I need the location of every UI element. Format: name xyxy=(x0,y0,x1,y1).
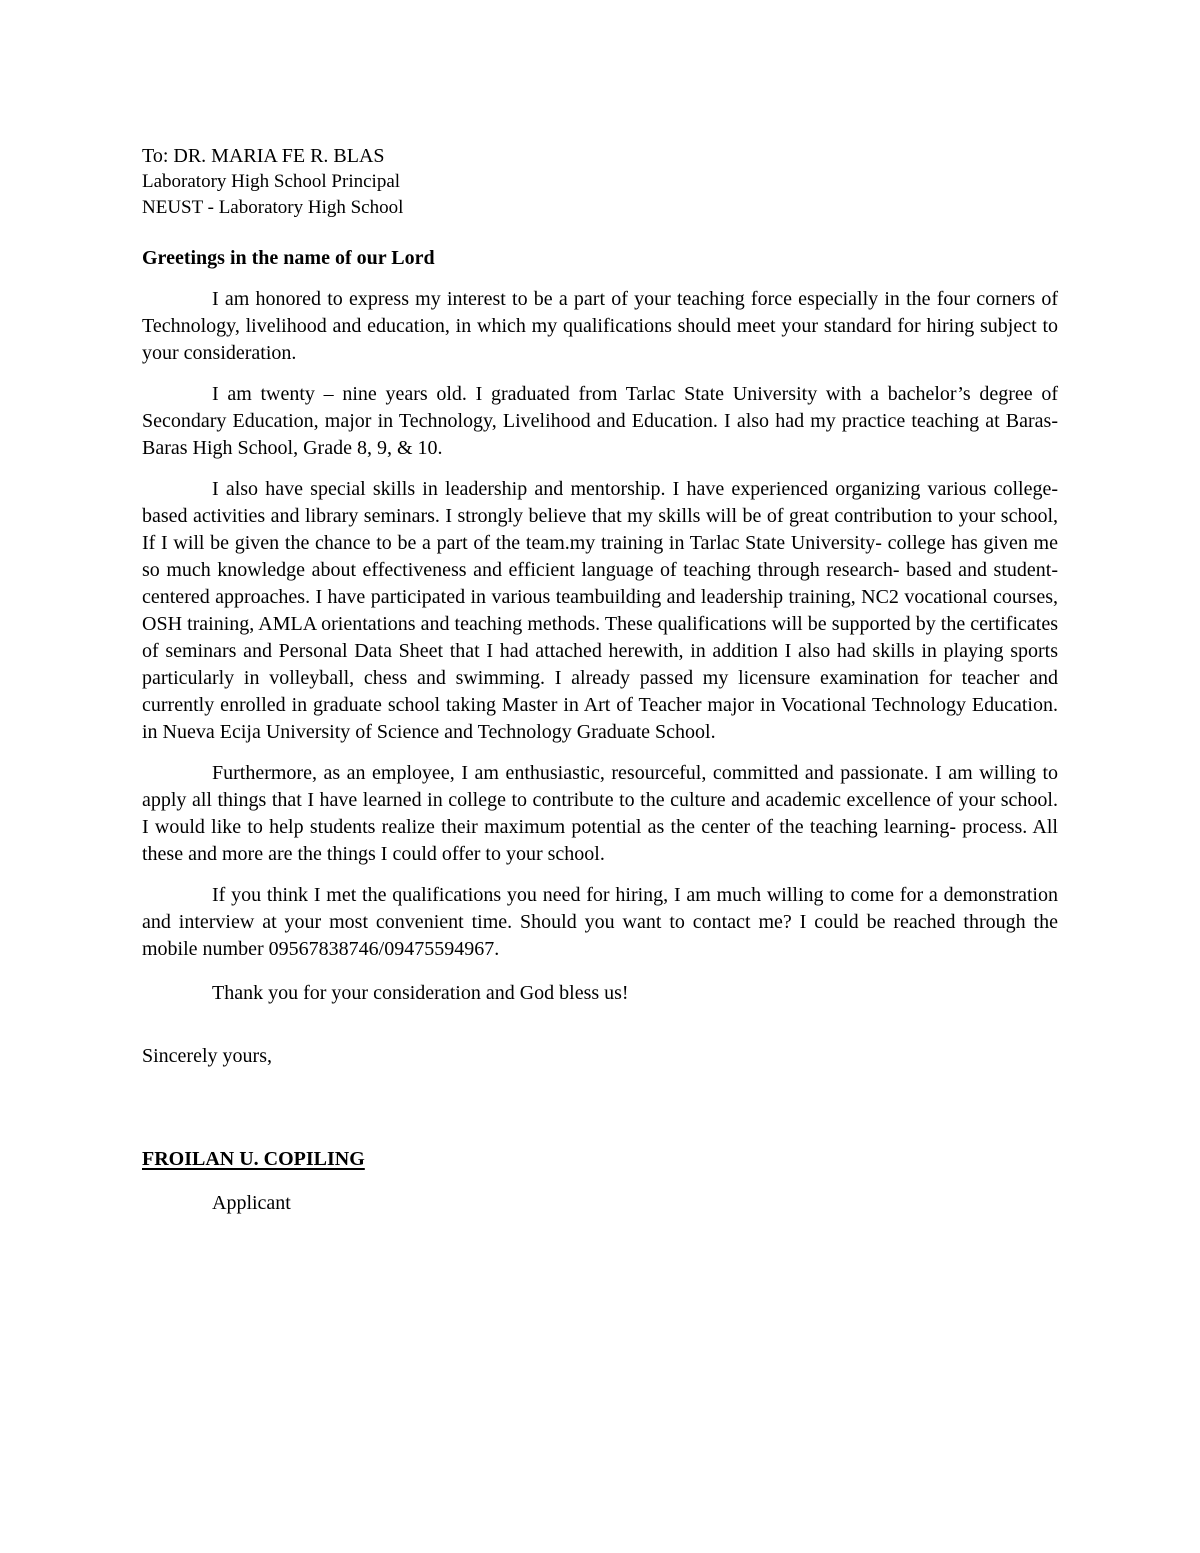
paragraph-skills: I also have special skills in leadership and mentorship. I have experienced organizing various college-based activities and library seminars. I strongly believe that my skills will be of great contribution to your school, If I will be given the chance to be a part of the team.my training in Tarlac State University- college has given me so much knowledge about effectiveness and efficient language of teaching through research- based and student-centered approaches. I have participated in various teambuilding and leadership training, NC2 vocational courses, OSH training, AMLA orientations and teaching methods. These qualifications will be supported by the certificates of seminars and Personal Data Sheet that I had attached herewith, in addition I also had skills in playing sports particularly in volleyball, chess and swimming. I already passed my licensure examination for teacher and currently enrolled in graduate school taking Master in Art of Teacher major in Vocational Technology Education. in Nueva Ecija University of Science and Technology Graduate School. xyxy=(142,478,1058,743)
paragraph-qualities: Furthermore, as an employee, I am enthusiastic, resourceful, committed and passionate. I am willing to apply all things that I have learned in college to contribute to the culture and academic excellence of your school. I would like to help students realize their maximum potential as the center of the teaching learning- process. All these and more are the things I could offer to your school. xyxy=(142,762,1058,865)
signer-name: FROILAN U. COPILING xyxy=(142,1148,365,1170)
signoff-line: Sincerely yours, xyxy=(142,1045,272,1067)
paragraph-contact: If you think I met the qualifications you need for hiring, I am much willing to come for a demonstration and interview at your most convenient time. Should you want to contact me? I could be reached through the mobile number 09567838746/09475594967. xyxy=(142,884,1058,960)
application-letter xyxy=(142,143,1058,1217)
signer-role: Applicant xyxy=(212,1192,291,1214)
recipient-to-line: To: DR. MARIA FE R. BLAS xyxy=(142,145,385,167)
recipient-institution: NEUST - Laboratory High School xyxy=(142,197,404,218)
paragraph-education: I am twenty – nine years old. I graduated from Tarlac State University with a bachelor’s degree of Secondary Education, major in Technology, Livelihood and Education. I also had my practice teaching at Baras- Baras High School, Grade 8, 9, & 10. xyxy=(142,383,1058,459)
thanks-line: Thank you for your consideration and God bless us! xyxy=(212,982,629,1004)
recipient-block xyxy=(142,143,1058,221)
recipient-position: Laboratory High School Principal xyxy=(142,171,401,192)
greeting-heading: Greetings in the name of our Lord xyxy=(142,247,435,269)
paragraph-interest: I am honored to express my interest to be a part of your teaching force especially in the four corners of Technology, livelihood and education, in which my qualifications should meet your standard for hiring subject to your consideration. xyxy=(142,288,1058,364)
